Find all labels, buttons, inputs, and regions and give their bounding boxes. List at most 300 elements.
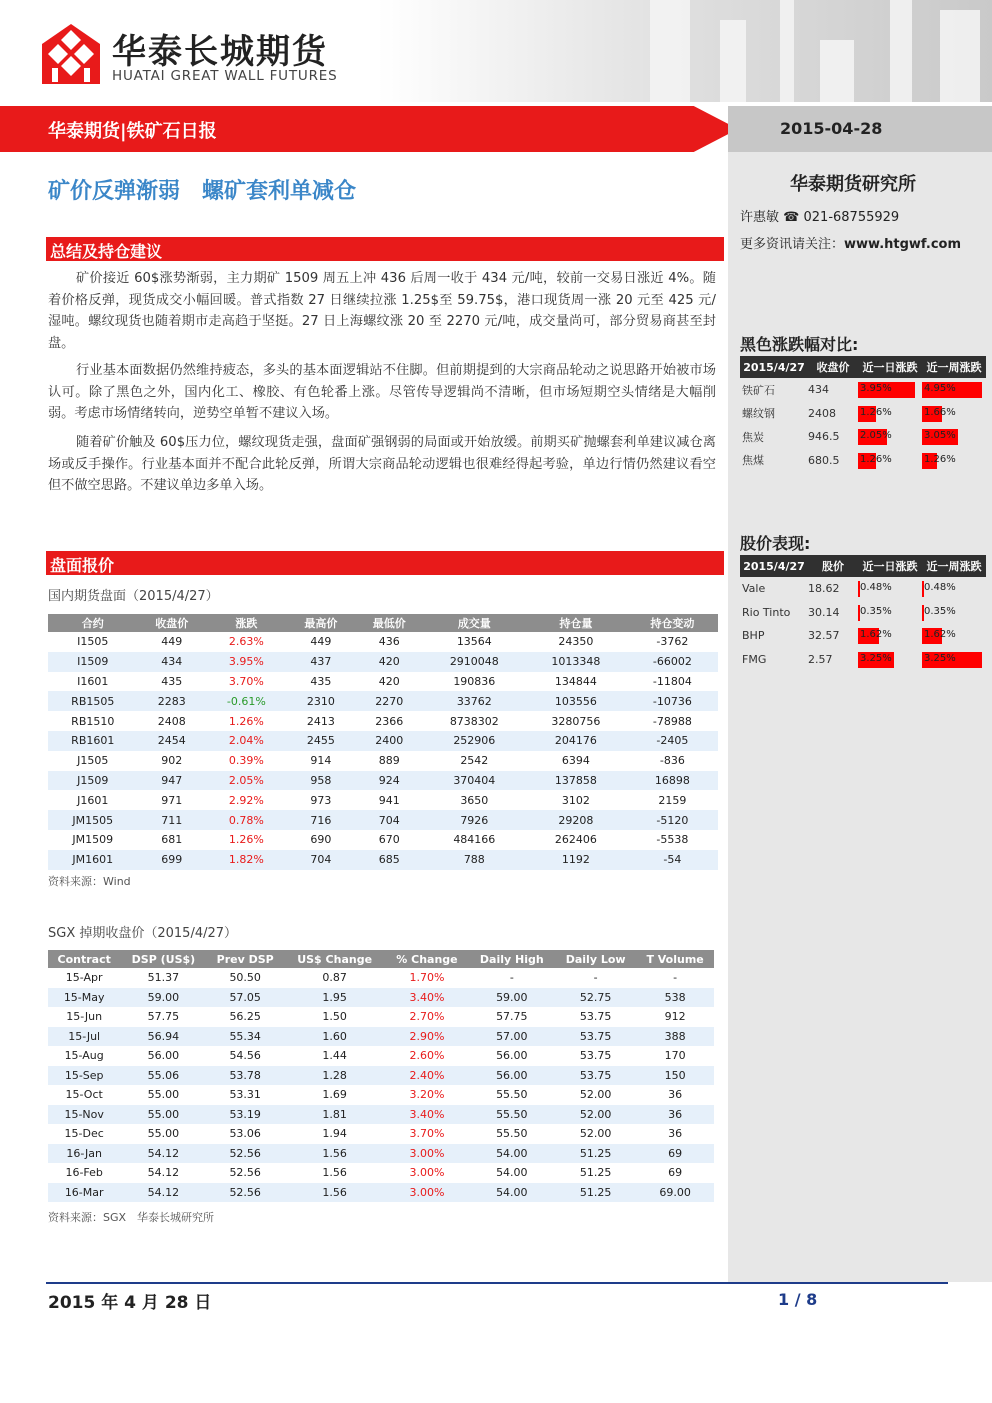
- row-label: Rio Tinto: [742, 605, 791, 619]
- header-decoration: [940, 10, 980, 102]
- table-cell: 16-Feb: [65, 1166, 103, 1180]
- analyst-name: 许惠敏: [740, 210, 780, 225]
- change-label: 1.62%: [860, 629, 892, 640]
- table-cell: 29208: [525, 810, 627, 830]
- sgx-source: 资料来源：SGX 华泰长城研究所: [48, 1211, 215, 1224]
- table-cell: 252906: [424, 731, 526, 751]
- table-cell: 170: [664, 1049, 686, 1063]
- table-row: [48, 830, 718, 850]
- bar-cell: [922, 378, 986, 402]
- black-comparison-table: [740, 356, 986, 472]
- table-row: [740, 378, 986, 402]
- table-cell: 958: [287, 771, 355, 791]
- footer-divider: [46, 1282, 948, 1284]
- stock-performance-table: [740, 555, 986, 671]
- table-cell: 53.75: [579, 1010, 612, 1024]
- header-decoration: [890, 0, 912, 102]
- table-row: [48, 711, 718, 731]
- table-cell: 2542: [460, 754, 489, 768]
- table-cell: -54: [627, 850, 718, 870]
- table-cell: 33762: [424, 691, 526, 711]
- bar-cell: [858, 378, 922, 402]
- table-cell: 56.94: [120, 1027, 206, 1047]
- table-cell: 2.60%: [409, 1049, 445, 1063]
- table-header-cell: 合约: [48, 614, 138, 632]
- table-cell: 55.06: [120, 1066, 206, 1086]
- table-header-cell: DSP (US$): [120, 950, 206, 968]
- table-cell: 0.78%: [206, 810, 287, 830]
- row-label: FMG: [742, 652, 767, 666]
- table-header-cell: US$ Change: [284, 950, 386, 968]
- table-cell: 53.19: [207, 1105, 284, 1125]
- table-cell: 51.25: [555, 1183, 636, 1203]
- website-line: [740, 233, 961, 252]
- table-cell: 711: [138, 810, 206, 830]
- table-header-cell: Contract: [48, 950, 120, 968]
- table-cell: 1.82%: [206, 850, 287, 870]
- table-row: [48, 1066, 714, 1086]
- table-cell: 1.56: [322, 1166, 347, 1180]
- table-cell: 15-Jun: [66, 1010, 103, 1024]
- change-label: 4.95%: [924, 383, 956, 394]
- phone-icon: ☎: [783, 210, 800, 225]
- sidebar-panel: [728, 152, 992, 1282]
- table-cell: 36: [668, 1127, 683, 1141]
- table-cell: 24350: [558, 635, 594, 649]
- row-label: 铁矿石: [742, 383, 775, 397]
- company-logo-icon: [42, 24, 100, 84]
- summary-paragraph: 矿价接近 60$涨势渐弱，主力期矿 1509 周五上冲 436 后周一收于 434 元/吨，较前一交易日涨近 4%。随着价格反弹，现货成交小幅回暖。普式指数 27 日继续拉涨 1.25$至 59.75$，港口现货周一涨 20 元至 425 元/湿吨。螺纹现货也随着期市走高趋于坚挺。27 日上海螺纹涨 20 至 2270 元/吨，成交量尚可，部分贸易商甚至封盘。: [48, 271, 716, 351]
- change-label: 3.95%: [860, 383, 892, 394]
- brand-name-cn: 华泰长城期货: [112, 32, 328, 72]
- table-cell: 2455: [287, 731, 355, 751]
- row-label: BHP: [742, 629, 765, 643]
- table-cell: 190836: [453, 674, 496, 688]
- table-cell: 420: [378, 674, 400, 688]
- table-row: [48, 968, 714, 988]
- table-header-cell: Prev DSP: [207, 950, 284, 968]
- table-cell: 3.00%: [409, 1166, 445, 1180]
- summary-paragraph: 行业基本面数据仍然维持疲态，多头的基本面逻辑站不住脚。但前期提到的大宗商品轮动之说思路开始被市场认可。除了黑色之外，国内化工、橡胶、有色轮番上涨。尽管传导逻辑尚不清晰，但市场短期空头情绪是大幅削弱。考虑市场情绪转向，逆势空单暂不建议入场。: [48, 363, 716, 421]
- table-cell: 2270: [355, 691, 423, 711]
- table-row: [48, 751, 718, 771]
- table-cell: 2283: [138, 691, 206, 711]
- table-cell: 53.75: [555, 1027, 636, 1047]
- table-cell: 54.12: [147, 1166, 180, 1180]
- table-cell: 262406: [554, 833, 597, 847]
- table-cell: 52.56: [207, 1183, 284, 1203]
- table-row: [48, 810, 718, 830]
- table-cell: 52.00: [555, 1105, 636, 1125]
- table-cell: 704: [287, 850, 355, 870]
- table-cell: 55.50: [496, 1088, 528, 1102]
- table-cell: 52.75: [555, 988, 636, 1008]
- table-cell: 56.00: [469, 1066, 556, 1086]
- summary-paragraph: 随着矿价触及 60$压力位，螺纹现货走强，盘面矿强钢弱的局面或开始放缓。前期买矿抛螺套利单建议减仓离场或反手操作。行业基本面并不配合此轮反弹，所谓大宗商品轮动逻辑也很难经得起考验，单边行情仍然建议看空但不做空思路。不建议单边多单入场。: [48, 435, 716, 493]
- bar-cell: [858, 601, 922, 625]
- table-cell: 449: [161, 635, 183, 649]
- domestic-source: 资料来源：Wind: [48, 875, 131, 888]
- change-label: 0.48%: [924, 582, 956, 593]
- table-cell: 15-Oct: [65, 1088, 103, 1102]
- domestic-table-caption: 国内期货盘面（2015/4/27）: [48, 589, 219, 604]
- table-cell: 716: [287, 810, 355, 830]
- row-label: 螺纹钢: [742, 407, 775, 421]
- table-cell: 8738302: [449, 714, 499, 728]
- table-cell: 13564: [456, 635, 492, 649]
- table-cell: 924: [355, 771, 423, 791]
- more-info-label: 更多资讯请关注：: [740, 237, 845, 252]
- table-cell: J1601: [77, 793, 109, 807]
- table-cell: 2.70%: [409, 1010, 445, 1024]
- row-price: 434: [808, 383, 829, 397]
- table-cell: 53.75: [579, 1049, 612, 1063]
- table-row: [48, 1124, 714, 1144]
- table-cell: 57.75: [496, 1010, 528, 1024]
- table-cell: 16898: [627, 771, 718, 791]
- table-cell: 3.40%: [385, 988, 468, 1008]
- table-cell: 704: [355, 810, 423, 830]
- table-cell: 55.00: [147, 1088, 180, 1102]
- table-cell: JM1509: [72, 833, 114, 847]
- header-decoration: [650, 0, 690, 102]
- table-cell: 1.94: [322, 1127, 347, 1141]
- table-cell: 52.56: [207, 1144, 284, 1164]
- table-cell: 53.06: [229, 1127, 261, 1141]
- table-cell: 55.00: [147, 1127, 180, 1141]
- table-cell: 1.69: [322, 1088, 347, 1102]
- table-cell: 1.28: [284, 1066, 386, 1086]
- table-row: [48, 1027, 714, 1047]
- table-cell: 53.31: [229, 1088, 261, 1102]
- table-row: [740, 425, 986, 449]
- table-cell: 54.00: [496, 1166, 528, 1180]
- header-decoration: [720, 20, 746, 102]
- table-cell: 1.44: [322, 1049, 347, 1063]
- table-cell: 2910048: [424, 652, 526, 672]
- table-cell: 2408: [157, 714, 186, 728]
- table-cell: -78988: [652, 714, 692, 728]
- table-cell: 1.26%: [228, 833, 264, 847]
- table-cell: 449: [310, 635, 332, 649]
- table-cell: 69: [636, 1144, 714, 1164]
- change-label: 1.26%: [860, 453, 892, 465]
- table-cell: 3.20%: [409, 1088, 445, 1102]
- table-cell: -66002: [627, 652, 718, 672]
- table-row: [48, 850, 718, 870]
- table-header-cell: 股价: [808, 555, 858, 577]
- brand-name-en: HUATAI GREAT WALL FUTURES: [112, 68, 338, 84]
- change-label: 3.25%: [860, 652, 892, 664]
- table-cell: J1505: [77, 754, 109, 768]
- table-row: [48, 771, 718, 791]
- domestic-futures-table: [48, 614, 718, 870]
- table-cell: 435: [161, 674, 183, 688]
- table-cell: 3280756: [551, 714, 601, 728]
- table-row: [48, 672, 718, 692]
- table-cell: 971: [161, 793, 183, 807]
- table-cell: 2.90%: [385, 1027, 468, 1047]
- table-header-cell: 近一周涨跌: [922, 555, 986, 577]
- table-row: [48, 1183, 714, 1203]
- table-cell: 53.75: [555, 1066, 636, 1086]
- table-cell: 56.00: [147, 1049, 180, 1063]
- change-label: 1.26%: [924, 453, 956, 465]
- table-cell: 2454: [138, 731, 206, 751]
- table-cell: 52.00: [579, 1127, 612, 1141]
- page-number: 1 / 8: [778, 1290, 818, 1309]
- table-cell: -: [673, 971, 678, 985]
- table-cell: 3.95%: [206, 652, 287, 672]
- table-cell: 36: [668, 1088, 683, 1102]
- table-cell: 3.00%: [385, 1144, 468, 1164]
- bar-cell: [922, 624, 986, 648]
- table-cell: 15-Sep: [48, 1066, 120, 1086]
- table-cell: 434: [138, 652, 206, 672]
- bar-cell: [858, 402, 922, 426]
- table-cell: 2.92%: [228, 793, 264, 807]
- table-row: [740, 449, 986, 473]
- table-cell: 54.56: [229, 1049, 261, 1063]
- table-cell: 54.12: [120, 1183, 206, 1203]
- table-cell: 3.70%: [409, 1127, 445, 1141]
- table-row: [48, 988, 714, 1008]
- table-cell: I1505: [77, 635, 109, 649]
- table-header-cell: T Volume: [636, 950, 714, 968]
- table-cell: 2.04%: [206, 731, 287, 751]
- table-row: [740, 601, 986, 625]
- table-cell: -11804: [652, 674, 692, 688]
- table-cell: 1.70%: [409, 971, 445, 985]
- table-cell: 52.56: [229, 1166, 261, 1180]
- table-cell: 16-Mar: [48, 1183, 120, 1203]
- table-cell: 56.25: [229, 1010, 261, 1024]
- table-cell: -: [509, 971, 514, 985]
- row-price: 18.62: [808, 582, 840, 596]
- table-cell: 941: [378, 793, 400, 807]
- table-cell: -10736: [627, 691, 718, 711]
- report-date: 2015-04-28: [780, 119, 883, 138]
- table-cell: I1509: [48, 652, 138, 672]
- table-cell: 681: [161, 833, 183, 847]
- change-label: 1.62%: [924, 629, 956, 640]
- table-cell: 134844: [554, 674, 597, 688]
- table-cell: 1.26%: [228, 714, 264, 728]
- sgx-table-caption: SGX 掉期收盘价（2015/4/27）: [48, 926, 238, 941]
- table-cell: RB1505: [48, 691, 138, 711]
- table-cell: 15-Aug: [64, 1049, 104, 1063]
- stock-performance-title: 股价表现:: [740, 534, 811, 553]
- table-cell: 51.37: [147, 971, 180, 985]
- table-cell: 1.60: [284, 1027, 386, 1047]
- table-cell: 51.25: [555, 1144, 636, 1164]
- change-label: 3.25%: [924, 652, 956, 664]
- table-cell: 2.40%: [385, 1066, 468, 1086]
- bar-cell: [922, 601, 986, 625]
- bar-cell: [922, 425, 986, 449]
- table-header-cell: Daily High: [469, 950, 556, 968]
- table-cell: 1.50: [322, 1010, 347, 1024]
- table-cell: 55.34: [207, 1027, 284, 1047]
- table-cell: 1.56: [284, 1144, 386, 1164]
- table-cell: 16-Jan: [48, 1144, 120, 1164]
- website-link[interactable]: www.htgwf.com: [844, 237, 962, 252]
- table-cell: 2413: [306, 714, 335, 728]
- table-cell: 55.50: [469, 1105, 556, 1125]
- table-cell: 15-Nov: [48, 1105, 120, 1125]
- bar-cell: [922, 577, 986, 601]
- table-row: [740, 648, 986, 672]
- change-label: 3.05%: [924, 430, 956, 441]
- table-header-cell: 最低价: [355, 614, 423, 632]
- table-cell: 690: [310, 833, 332, 847]
- bar-cell: [858, 449, 922, 473]
- table-row: [48, 652, 718, 672]
- table-cell: 420: [355, 652, 423, 672]
- table-cell: 69.00: [636, 1183, 714, 1203]
- table-cell: 57.75: [147, 1010, 180, 1024]
- table-cell: -0.61%: [206, 691, 287, 711]
- table-cell: 1.95: [284, 988, 386, 1008]
- row-label: 焦煤: [742, 454, 764, 468]
- row-price: 2.57: [808, 652, 833, 666]
- header-decoration: [780, 0, 794, 102]
- table-header-cell: 近一周涨跌: [922, 356, 986, 378]
- analyst-phone: 021-68755929: [803, 210, 900, 225]
- table-cell: 902: [161, 754, 183, 768]
- bar-cell: [922, 402, 986, 426]
- table-cell: I1601: [77, 674, 109, 688]
- sgx-swap-table: [48, 950, 714, 1202]
- table-cell: RB1601: [48, 731, 138, 751]
- table-cell: 55.50: [496, 1127, 528, 1141]
- section-quotes: [46, 551, 724, 575]
- change-label: 0.35%: [860, 605, 892, 617]
- table-cell: 788: [424, 850, 526, 870]
- footer-date: 2015 年 4 月 28 日: [48, 1293, 212, 1313]
- table-cell: 912: [664, 1010, 686, 1024]
- table-row: [740, 402, 986, 426]
- table-cell: 52.00: [579, 1088, 612, 1102]
- table-header-cell: % Change: [385, 950, 468, 968]
- header-decoration: [820, 40, 854, 102]
- table-cell: 59.00: [120, 988, 206, 1008]
- bar-cell: [858, 648, 922, 672]
- section-heading: 总结及持仓建议: [50, 242, 163, 261]
- row-price: 680.5: [808, 453, 840, 467]
- table-cell: 2310: [287, 691, 355, 711]
- table-row: [740, 624, 986, 648]
- table-cell: 370404: [424, 771, 526, 791]
- table-header-cell: 收盘价: [808, 356, 858, 378]
- table-row: [48, 1046, 714, 1066]
- table-cell: 3102: [561, 793, 590, 807]
- bar-cell: [858, 624, 922, 648]
- table-cell: 1013348: [525, 652, 627, 672]
- row-price: 2408: [808, 406, 836, 420]
- table-cell: 51.25: [579, 1166, 612, 1180]
- bar-cell: [922, 648, 986, 672]
- bar-cell: [858, 425, 922, 449]
- row-price: 946.5: [808, 430, 840, 444]
- table-cell: 103556: [525, 691, 627, 711]
- table-cell: 137858: [525, 771, 627, 791]
- bar-cell: [922, 449, 986, 473]
- table-cell: 2400: [355, 731, 423, 751]
- table-row: [48, 790, 718, 810]
- table-header-cell: 近一日涨跌: [858, 356, 922, 378]
- table-header-cell: 涨跌: [206, 614, 287, 632]
- table-cell: 2366: [375, 714, 404, 728]
- table-cell: JM1601: [48, 850, 138, 870]
- table-cell: 0.87: [322, 971, 347, 985]
- section-summary: [46, 237, 724, 261]
- table-row: [48, 1105, 714, 1125]
- table-cell: 53.78: [207, 1066, 284, 1086]
- table-cell: 7926: [424, 810, 526, 830]
- table-cell: 889: [378, 754, 400, 768]
- table-cell: 50.50: [229, 971, 261, 985]
- table-row: [48, 1163, 714, 1183]
- table-header-cell: 成交量: [424, 614, 526, 632]
- table-header-cell: 收盘价: [138, 614, 206, 632]
- main-title: 矿价反弹渐弱 螺矿套利单减仓: [48, 179, 357, 204]
- table-cell: J1509: [48, 771, 138, 791]
- table-cell: 15-Apr: [65, 971, 103, 985]
- black-comparison-title: 黑色涨跌幅对比:: [740, 335, 859, 354]
- table-cell: 15-May: [48, 988, 120, 1008]
- table-cell: 69: [668, 1166, 683, 1180]
- change-label: 0.48%: [860, 582, 892, 593]
- table-cell: -836: [659, 754, 685, 768]
- table-row: [48, 731, 718, 751]
- table-cell: -3762: [656, 635, 689, 649]
- table-header-cell: 2015/4/27: [740, 555, 808, 577]
- table-cell: 57.05: [207, 988, 284, 1008]
- table-cell: 685: [355, 850, 423, 870]
- change-label: 1.66%: [924, 406, 956, 418]
- change-label: 1.26%: [860, 406, 892, 418]
- table-cell: 3.00%: [385, 1183, 468, 1203]
- table-cell: -2405: [627, 731, 718, 751]
- table-cell: 59.00: [469, 988, 556, 1008]
- row-label: Vale: [742, 582, 766, 596]
- table-row: [48, 1144, 714, 1164]
- table-cell: 56.00: [496, 1049, 528, 1063]
- table-cell: 54.00: [469, 1183, 556, 1203]
- table-cell: -: [593, 971, 598, 985]
- institute-name: 华泰期货研究所: [790, 174, 916, 195]
- table-header-cell: 最高价: [287, 614, 355, 632]
- table-cell: 437: [287, 652, 355, 672]
- report-title: 华泰期货|铁矿石日报: [48, 121, 217, 142]
- table-cell: JM1505: [48, 810, 138, 830]
- table-cell: 435: [310, 674, 332, 688]
- table-header-cell: Daily Low: [555, 950, 636, 968]
- table-cell: 54.00: [469, 1144, 556, 1164]
- row-label: 焦炭: [742, 430, 764, 444]
- table-cell: 36: [636, 1105, 714, 1125]
- table-cell: 1.81: [284, 1105, 386, 1125]
- table-cell: 15-Jul: [48, 1027, 120, 1047]
- table-header-cell: 近一日涨跌: [858, 555, 922, 577]
- row-price: 32.57: [808, 629, 840, 643]
- table-cell: 2.63%: [228, 635, 264, 649]
- table-cell: 54.12: [120, 1144, 206, 1164]
- table-cell: 914: [310, 754, 332, 768]
- table-header-cell: 持仓量: [525, 614, 627, 632]
- table-cell: 3.40%: [385, 1105, 468, 1125]
